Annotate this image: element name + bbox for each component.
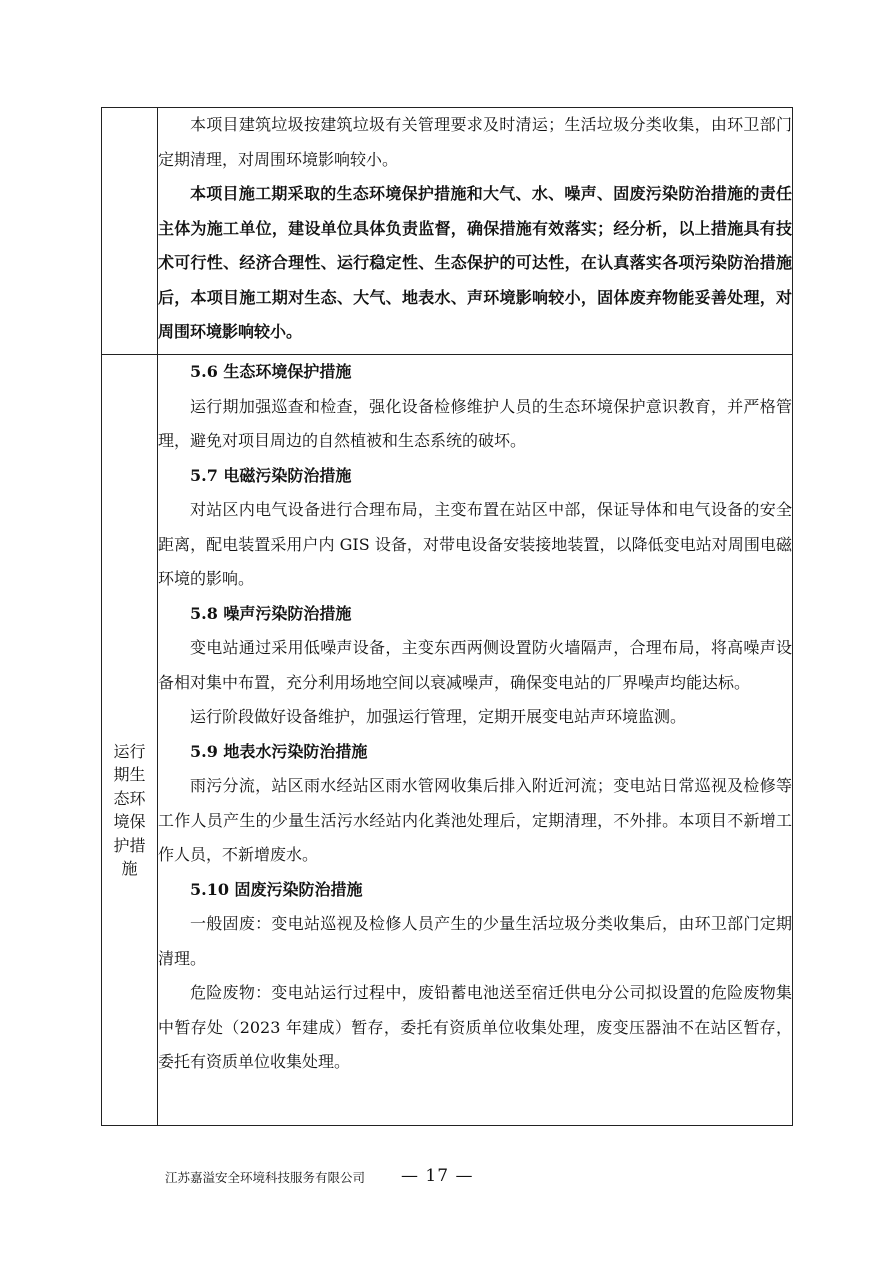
- table-row-operation: [102, 355, 793, 1126]
- paragraph: 运行期加强巡查和检查，强化设备检修维护人员的生态环境保护意识教育，并严格管理，避免对项目周边的自然植被和生态系统的破坏。: [158, 396, 792, 450]
- row-content-cell: [158, 355, 793, 1126]
- footer-company-name: 江苏嘉溢安全环境科技服务有限公司: [165, 1170, 366, 1185]
- page-number: — 17 —: [401, 1166, 474, 1186]
- paragraph: 运行阶段做好设备维护，加强运行管理，定期开展变电站声环境监测。: [190, 707, 687, 726]
- measures-table: [101, 107, 793, 1126]
- paragraph: 危险废物：变电站运行过程中，废铅蓄电池送至宿迁供电分公司拟设置的危险废物集中暂存处（2023 年建成）暂存，委托有资质单位收集处理，废变压器油不在站区暂存，委托有资质单位收集处理。: [158, 983, 792, 1071]
- paragraph: 一般固废：变电站巡视及检修人员产生的少量生活垃圾分类收集后，由环卫部门定期清理。: [158, 914, 792, 968]
- paragraph: 变电站通过采用低噪声设备，主变东西两侧设置防火墙隔声，合理布局，将高噪声设备相对集中布置，充分利用场地空间以衰减噪声，确保变电站的厂界噪声均能达标。: [158, 638, 792, 692]
- paragraph: 雨污分流，站区雨水经站区雨水管网收集后排入附近河流；变电站日常巡视及检修等工作人员产生的少量生活污水经站内化粪池处理后，定期清理，不外排。本项目不新增工作人员，不新增废水。: [158, 776, 792, 864]
- section-heading-5-7: 5.7 电磁污染防治措施: [190, 465, 352, 485]
- row-content-cell: [158, 108, 793, 355]
- row-label-cell: [102, 108, 158, 355]
- paragraph-conclusion: 本项目施工期采取的生态环境保护措施和大气、水、噪声、固废污染防治措施的责任主体为施工单位，建设单位具体负责监督，确保措施有效落实；经分析，以上措施具有技术可行性、经济合理性、运行稳定性、生态保护的可达性，在认真落实各项污染防治措施后，本项目施工期对生态、大气、地表水、声环境影响较小，固体废弃物能妥善处理，对周围环境影响较小。: [158, 184, 792, 341]
- row-label-cell: [102, 355, 158, 1126]
- section-heading-5-6: 5.6 生态环境保护措施: [190, 362, 352, 381]
- row-label-operation: 运行期生态环境保护措施: [113, 741, 146, 878]
- section-heading-5-10: 5.10 固废污染防治措施: [190, 879, 363, 899]
- page-footer: [165, 1166, 725, 1190]
- table-row-construction: [102, 108, 793, 355]
- paragraph-waste: 本项目建筑垃圾按建筑垃圾有关管理要求及时清运；生活垃圾分类收集，由环卫部门定期清理，对周围环境影响较小。: [158, 115, 792, 169]
- section-heading-5-8: 5.8 噪声污染防治措施: [190, 603, 352, 623]
- paragraph: 对站区内电气设备进行合理布局，主变布置在站区中部，保证导体和电气设备的安全距离，配电装置采用户内 GIS 设备，对带电设备安装接地装置，以降低变电站对周围电磁环境的影响。: [158, 500, 792, 588]
- section-heading-5-9: 5.9 地表水污染防治措施: [190, 741, 368, 761]
